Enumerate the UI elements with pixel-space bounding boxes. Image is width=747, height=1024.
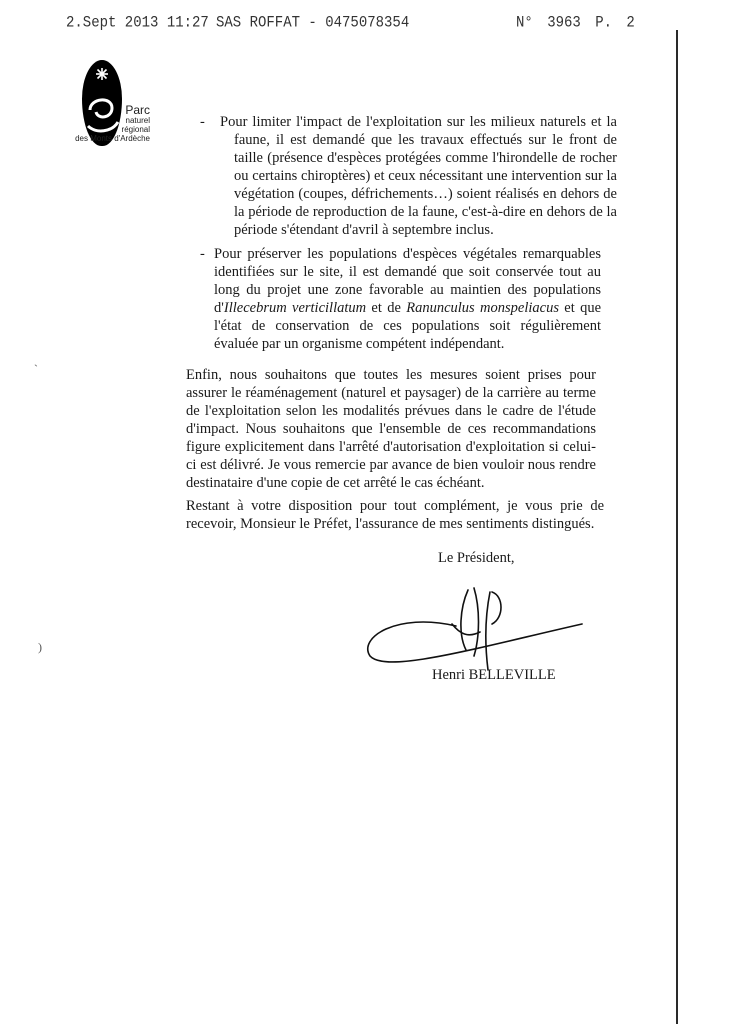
logo-line-1: Parc [125,103,150,117]
flora-text-2: et de [366,300,407,316]
logo-line-2: naturel [125,116,150,125]
flora-text-1: Pour préserver les populations d'espèces végétales remarquables identifiées sur le site, il est demandé que soit conservée tout au long du projet une zone favorable au maintien des populations d' [214,246,601,316]
bullet-1: - [200,114,205,130]
logo-line-3: régional [121,125,150,134]
paragraph-restoration: Enfin, nous souhaitons que toutes les mesures soient prises pour assurer le réaménagement (naturel et paysager) de la carrière au terme de l'exploitation selon les modalités prévues dans le cadre de l'étude d'impact. Nous souhaitons que l'ensemble de ces recommandations figure explicitement dans l'arrêté d'autorisation d'exploitation si celui-ci est délivré. Je vous remercie par avance de bien vouloir nous rendre destinataire d'une copie de cet arrêté le cas échéant. [186,367,596,491]
paragraph-flora [214,245,601,353]
fax-number: N° 3963 [516,14,581,33]
paragraph-fauna: Pour limiter l'impact de l'exploitation sur les milieux naturels et la faune, il est demandé que les travaux effectués sur le front de taille (présence d'espèces protégées comme l'hirondelle de rocher ou certains chiroptères) et ceux nécessitant une intervention sur la végétation (coupes, défrichements…) soient réalisés en dehors de la période de reproduction de la faune, c'est-à-dire en dehors de la période s'étendant d'avril à septembre inclus. [220,114,617,238]
margin-mark-middle: ) [38,640,42,654]
logo-text [74,104,150,143]
fax-page-number [516,14,635,32]
flora-text-3: et que l'état de conservation de ces populations soit régulièrement évaluée par un organisme compétent indépendant. [214,300,602,352]
signature-image [356,578,596,678]
logo-line-4: des Monts d'Ardèche [75,134,150,143]
margin-mark-top: ` [34,362,38,376]
closing-title: Le Président, [438,550,515,566]
paragraph-closing: Restant à votre disposition pour tout complément, je vous prie de recevoir, Monsieur le Préfet, l'assurance de mes sentiments distingués. [186,498,604,532]
fax-sender: SAS ROFFAT - 0475078354 [216,14,410,33]
bullet-2: - [200,246,205,262]
fax-page-label: P. 2 [595,14,635,33]
signer-name: Henri BELLEVILLE [432,667,556,683]
species-ranunculus: Ranunculus monspeliacus [406,300,559,316]
page-edge-line [676,30,678,1024]
park-logo [74,60,164,160]
species-illecebrum: Illecebrum verticillatum [223,300,367,316]
fax-date: 2.Sept 2013 11:27 [66,14,209,33]
